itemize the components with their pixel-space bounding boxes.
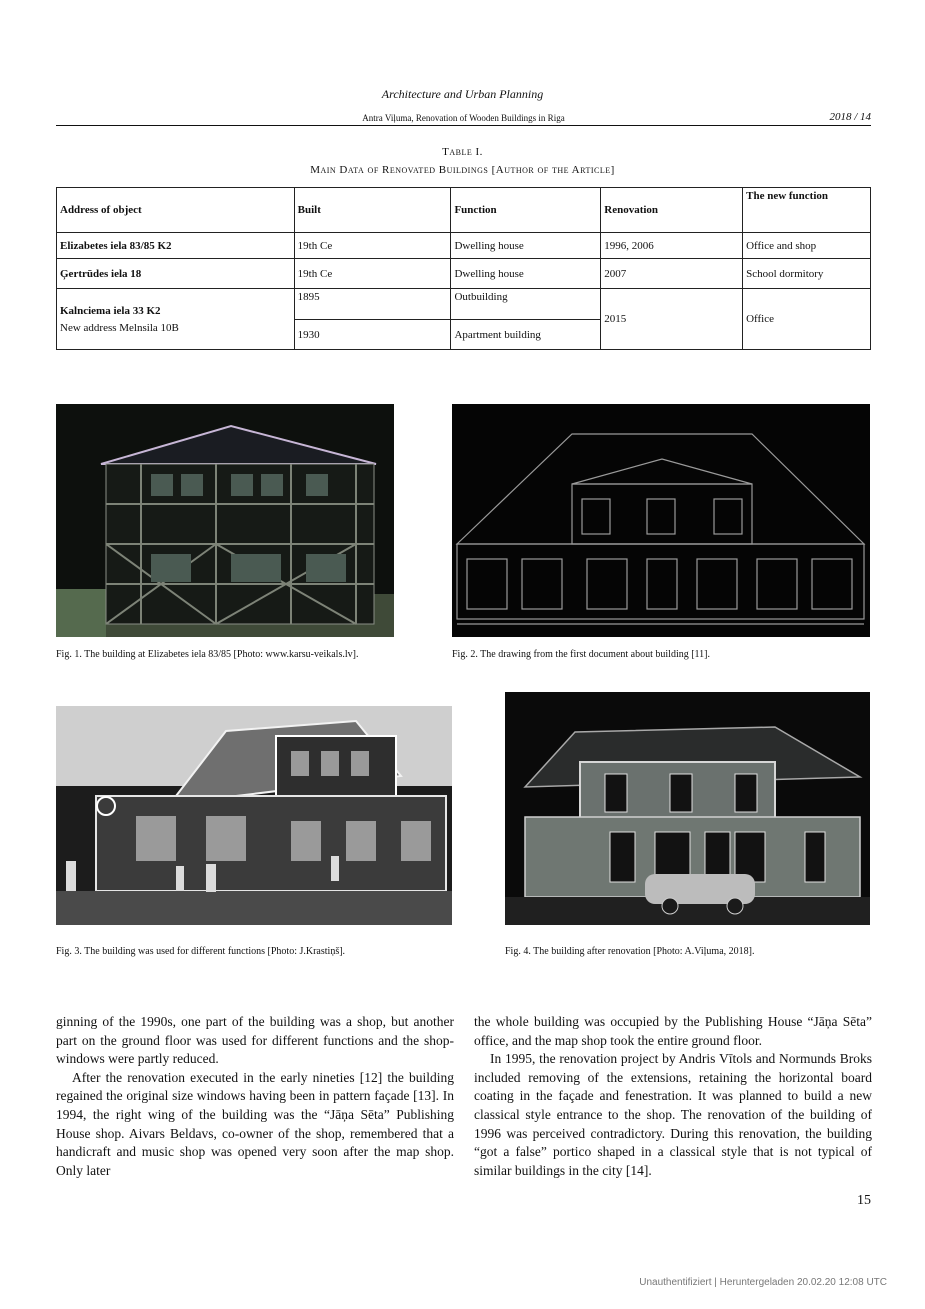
figure-4-image [505, 692, 870, 925]
table-caption-title: Main Data of Renovated Buildings [Author of the Article] [310, 164, 615, 176]
table-cell: Apartment building [451, 320, 601, 350]
figure-2-image [452, 404, 870, 637]
table-cell: 19th Ce [294, 259, 451, 289]
table-cell: 1930 [294, 320, 451, 350]
table-cell-address-note: New address Melnsila 10B [60, 321, 179, 334]
table-header-cell: Renovation [601, 188, 743, 233]
table-header-row [57, 188, 871, 233]
body-right-column [474, 1013, 872, 1180]
body-left-column [56, 1013, 454, 1180]
table-caption-number: Table I. [442, 146, 483, 158]
table-cell: Outbuilding [451, 289, 601, 320]
figure-1-image [56, 404, 394, 637]
figure-3-caption: Fig. 3. The building was used for different functions [Photo: J.Krastiņš]. [56, 946, 346, 957]
download-footer: Unauthentifiziert | Heruntergeladen 20.02.20 12:08 UTC [639, 1277, 887, 1288]
figure-3-image [56, 706, 452, 925]
table-cell: 1996, 2006 [601, 233, 743, 259]
page-number: 15 [857, 1193, 871, 1208]
journal-title: Architecture and Urban Planning [381, 87, 544, 101]
running-header [56, 111, 871, 126]
table-row [57, 259, 871, 289]
table-cell: Office and shop [743, 233, 871, 259]
table-cell: 19th Ce [294, 233, 451, 259]
table-header-cell: The new function [743, 188, 871, 233]
table-header-cell: Built [294, 188, 451, 233]
running-header-issue: 2018 / 14 [829, 111, 871, 123]
running-header-author: Antra Viļuma, Renovation of Wooden Buildings in Riga [362, 113, 565, 123]
table-cell: Dwelling house [451, 259, 601, 289]
figure-4-caption: Fig. 4. The building after renovation [Photo: A.Viļuma, 2018]. [505, 946, 755, 957]
table-cell: School dormitory [743, 259, 871, 289]
table-cell: 1895 [294, 289, 451, 320]
table-cell: Office [743, 289, 871, 350]
renovated-buildings-table [56, 187, 871, 350]
table-header-cell: Function [451, 188, 601, 233]
table-row [57, 289, 871, 320]
figure-1-caption: Fig. 1. The building at Elizabetes iela 83/85 [Photo: www.karsu-veikals.lv]. [56, 649, 359, 660]
table-cell: 2007 [601, 259, 743, 289]
table-cell-address [57, 289, 295, 350]
body-paragraph: the whole building was occupied by the Publishing House “Jāņa Sēta” office, and the map shop took the entire ground floor. [474, 1014, 872, 1048]
table-cell: 2015 [601, 289, 743, 350]
table-row [57, 233, 871, 259]
body-paragraph: After the renovation executed in the early nineties [12] the building regained the original size windows having been in pattern façade [13]. In 1994, the right wing of the building was the “Jāņa Sēta” Publishing House shop. Aivars Beldavs, co-owner of the shop, remembered that a handicraft and music shop was opened very soon after the map shop. Only later [56, 1069, 454, 1178]
table-cell: Ģertrūdes iela 18 [57, 259, 295, 289]
figure-2-caption: Fig. 2. The drawing from the first document about building [11]. [452, 649, 711, 660]
body-paragraph: In 1995, the renovation project by Andris Vītols and Normunds Broks included removing of the extensions, retaining the horizontal board coating in the façade and fenestration. It was planned to build a new classical style entrance to the shop. The renovation of the building of 1996 was perceived contradictory. During this renovation, the building “got a false” portico shaped in a classical style that is not typical of similar buildings in the city [14]. [474, 1051, 872, 1178]
table-cell: Elizabetes iela 83/85 K2 [57, 233, 295, 259]
table-header-cell: Address of object [57, 188, 295, 233]
table-cell: Dwelling house [451, 233, 601, 259]
body-paragraph: ginning of the 1990s, one part of the building was a shop, but another part on the ground floor was used for different functions and the shop-windows were partly reduced. [56, 1014, 454, 1067]
table-cell-address-name: Kalnciema iela 33 K2 [60, 304, 161, 317]
